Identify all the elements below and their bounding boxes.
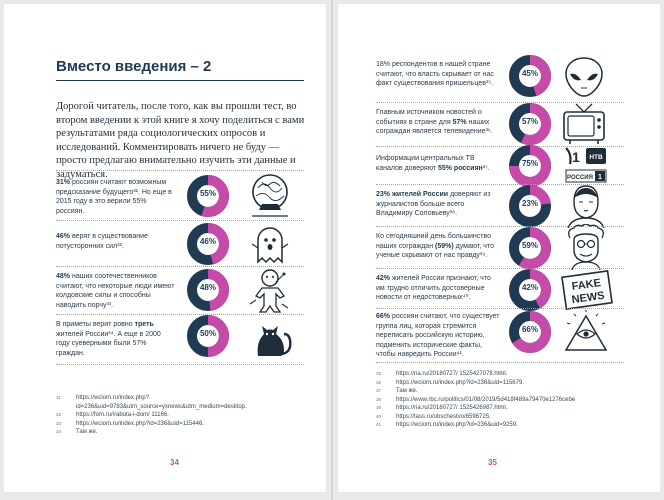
donut-chart bbox=[508, 144, 552, 188]
donut-label: 46% bbox=[199, 237, 216, 246]
donut-chart bbox=[186, 222, 230, 266]
book-spine bbox=[331, 0, 333, 500]
left-page bbox=[4, 4, 326, 492]
tv-icon bbox=[560, 100, 608, 146]
stat-text: Ко сегодняшний день большинство наших сограждан (59%) думают, что ученые скрывают от нас правду³⁹. bbox=[376, 233, 494, 259]
ghost-icon bbox=[246, 218, 294, 268]
footnote: 39 https://ria.ru/20180727/ 1525426987.html. bbox=[376, 405, 508, 411]
footnote: 31 https://wciom.ru/index.php?id=236&uid=9783&utm_source=yxnews&utm_medium=desktop. bbox=[56, 395, 247, 410]
footnote: 41 https://wciom.ru/index.php?id=236&uid=9259. bbox=[376, 422, 518, 428]
donut-chart bbox=[508, 184, 552, 228]
crystal-ball-icon bbox=[244, 170, 296, 222]
journalist-icon bbox=[564, 182, 608, 228]
scientist-icon bbox=[564, 224, 608, 270]
footnotes bbox=[376, 370, 636, 430]
footnote: 40 https://tass.ru/obschestvo/6596725. bbox=[376, 413, 491, 420]
separator bbox=[376, 362, 624, 363]
fake-label: FAKE bbox=[570, 277, 602, 294]
stat-text: 46% верят в существование потусторонних сил³². bbox=[56, 233, 148, 250]
page-title: Вместо введения – 2 bbox=[56, 58, 212, 75]
donut-chart bbox=[186, 314, 230, 358]
page-number: 34 bbox=[170, 458, 179, 467]
stat-text: 23% жителей России доверяют из журналистов больше всего Владимиру Соловьеву³⁸. bbox=[376, 191, 491, 217]
alien-icon bbox=[562, 54, 606, 100]
donut-chart bbox=[508, 54, 552, 98]
right-page bbox=[338, 4, 660, 492]
eye-pyramid-icon bbox=[562, 310, 610, 354]
donut-label: 75% bbox=[521, 159, 538, 168]
donut-label: 23% bbox=[521, 199, 538, 208]
stat-text: В приметы верит ровно треть жителей России³⁴. А еще в 2000 году суеверными были 57% граждан. bbox=[56, 321, 161, 357]
footnote: 33 https://wciom.ru/index.php?id=236&uid=115446. bbox=[56, 420, 204, 427]
separator bbox=[56, 364, 304, 365]
stat-text: 48% наших соотечественников считают, что некоторые люди имеют колдовские силы и способны наводить порчу³³. bbox=[56, 273, 175, 309]
footnotes bbox=[56, 394, 306, 437]
donut-chart bbox=[508, 102, 552, 146]
title-rule bbox=[56, 80, 304, 81]
donut-label: 66% bbox=[521, 325, 538, 334]
separator bbox=[376, 268, 624, 269]
intro-paragraph: Дорогой читатель, после того, как вы прошли тест, во втором введении к этой книге я хочу поделиться с вами результатами ряда социологических опросов и исследований. Комментировать ничего не буду — просто предлагаю внимательно изучить эти данные и задуматься. bbox=[56, 101, 305, 180]
page-number: 35 bbox=[488, 458, 497, 467]
donut-label: 50% bbox=[199, 329, 216, 338]
news-label: NEWS bbox=[570, 289, 606, 307]
donut-label: 42% bbox=[521, 283, 538, 292]
donut-chart bbox=[186, 174, 230, 218]
donut-label: 45% bbox=[521, 69, 538, 78]
footnote: 37 Там же. bbox=[376, 388, 418, 394]
russia-one-number: 1 bbox=[598, 174, 602, 181]
footnote: 32 https://fom.ru/#abota-i-dom/ 11166. bbox=[56, 412, 169, 418]
stat-text: 18% респондентов в нашей стране считают, что власть скрывает от нас факт существования пришельцев³⁵. bbox=[376, 61, 494, 87]
footnote: 36 https://wciom.ru/index.php?id=236&uid=115679. bbox=[376, 379, 524, 386]
donut-chart bbox=[508, 310, 552, 354]
stat-text: 31% россиян считают возможным предсказание будущего³¹. Но еще в 2015 году в это верили 55% россиян. bbox=[56, 179, 172, 215]
footnote: 34 Там же. bbox=[56, 429, 98, 435]
russia-one-logo: РОССИЯ bbox=[567, 175, 593, 181]
separator bbox=[376, 308, 624, 309]
donut-chart bbox=[508, 268, 552, 312]
donut-label: 55% bbox=[199, 189, 216, 198]
stat-text: Информации центральных ТВ каналов доверяют 55% россиян³⁷. bbox=[376, 155, 490, 172]
donut-chart bbox=[186, 268, 230, 312]
donut-chart bbox=[508, 226, 552, 270]
stat-text: 66% россиян считают, что существует группа лиц, которая стремится переписать российскую историю, подменить исторические факты, чтобы навредить России⁴¹. bbox=[376, 313, 500, 358]
donut-label: 57% bbox=[521, 117, 538, 126]
footnote: 38 https://www.rbc.ru/politics/01/08/2019/5d418f489a79470e1276cebe bbox=[376, 396, 576, 403]
fake-news-icon bbox=[560, 270, 614, 310]
channel-one-logo: 1 bbox=[572, 149, 580, 165]
footnote: 35 https://ria.ru/20180727/ 1525427078.html. bbox=[376, 371, 508, 377]
ntv-logo: НТВ bbox=[589, 154, 603, 161]
voodoo-doll-icon bbox=[246, 266, 294, 316]
stat-text: Главным источником новостей о событиях в стране для 57% наших сограждан является телевидение³⁶. bbox=[376, 109, 493, 135]
stat-text: 42% жителей России признают, что им трудно отличить достоверные новости от недостоверных⁴⁰. bbox=[376, 275, 491, 301]
black-cat-icon bbox=[246, 312, 296, 362]
donut-label: 48% bbox=[199, 283, 216, 292]
donut-label: 59% bbox=[521, 241, 538, 250]
